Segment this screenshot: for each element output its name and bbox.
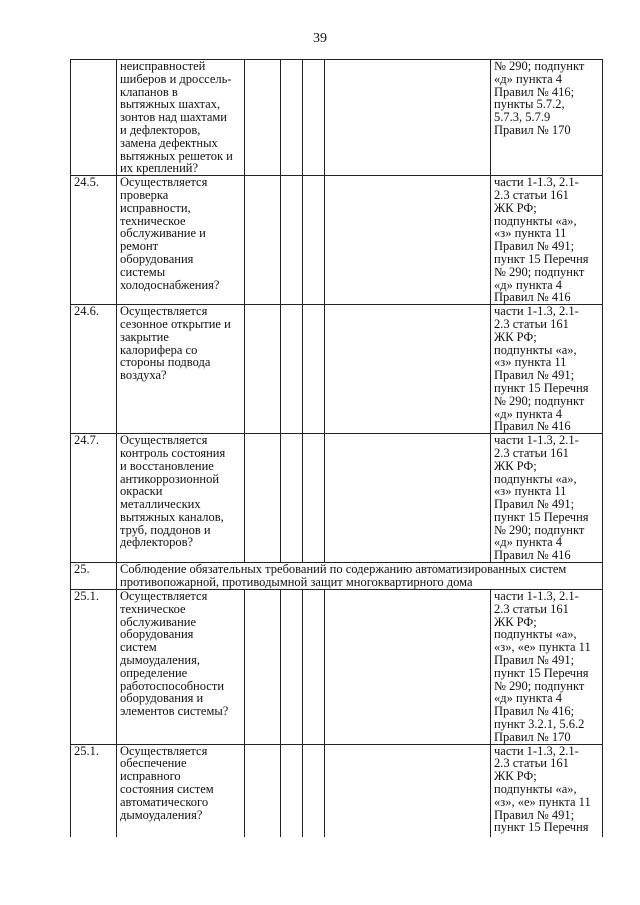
row-number: 25.1. [71,744,117,837]
table-row [71,590,603,745]
table-row [71,434,603,563]
requirement-cell: Осуществляется контроль состояния и восстановление антикоррозионной окраски металлических вытяжных каналов, труб, поддонов и дефлекторов? [117,434,245,563]
comment-cell [325,60,491,176]
answer-cell-yes [245,176,281,305]
answer-cell-yes [245,744,281,837]
answer-cell-no [281,744,303,837]
answer-cell-no [281,590,303,745]
references-cell: части 1-1.3, 2.1- 2.3 статьи 161 ЖК РФ; подпункты «а», «з», «е» пункта 11 Правил № 491; пункт 15 Перечня [491,744,603,837]
page-number: 39 [313,31,327,46]
answer-cell-no [281,434,303,563]
row-number [71,60,117,176]
answer-cell-yes [245,305,281,434]
requirement-cell: Осуществляется обеспечение исправного состояния систем автоматического дымоудаления? [117,744,245,837]
answer-cell-na [303,305,325,434]
section-row [71,563,603,590]
answer-cell-no [281,176,303,305]
answer-cell-yes [245,434,281,563]
references-cell: части 1-1.3, 2.1- 2.3 статьи 161 ЖК РФ; подпункты «а», «з» пункта 11 Правил № 491; пункт 15 Перечня № 290; подпункт «д» пункта 4 Правил № 416 [491,434,603,563]
comment-cell [325,434,491,563]
table-row [71,176,603,305]
answer-cell-na [303,744,325,837]
references-cell: № 290; подпункт «д» пункта 4 Правил № 416; пункты 5.7.2, 5.7.3, 5.7.9 Правил № 170 [491,60,603,176]
row-number: 24.6. [71,305,117,434]
checklist-table [70,59,603,837]
answer-cell-na [303,176,325,305]
comment-cell [325,176,491,305]
references-cell: части 1-1.3, 2.1- 2.3 статьи 161 ЖК РФ; подпункты «а», «з», «е» пункта 11 Правил № 491; пункт 15 Перечня № 290; подпункт «д» пункта 4 Правил № 416; пункт 3.2.1, 5.6.2 Правил № 170 [491,590,603,745]
comment-cell [325,305,491,434]
row-number: 24.7. [71,434,117,563]
answer-cell-na [303,60,325,176]
answer-cell-no [281,305,303,434]
row-number: 25.1. [71,590,117,745]
references-cell: части 1-1.3, 2.1- 2.3 статьи 161 ЖК РФ; подпункты «а», «з» пункта 11 Правил № 491; пункт 15 Перечня № 290; подпункт «д» пункта 4 Правил № 416 [491,305,603,434]
requirement-cell: Осуществляется проверка исправности, техническое обслуживание и ремонт оборудования системы холодоснабжения? [117,176,245,305]
section-title: Соблюдение обязательных требований по содержанию автоматизированных систем противопожарной, противодымной защит многоквартирного дома [117,563,603,590]
answer-cell-na [303,434,325,563]
requirement-cell: Осуществляется сезонное открытие и закрытие калорифера со стороны подвода воздуха? [117,305,245,434]
table-row [71,305,603,434]
answer-cell-yes [245,60,281,176]
row-number: 24.5. [71,176,117,305]
table-row [71,60,603,176]
table-row [71,744,603,837]
answer-cell-no [281,60,303,176]
answer-cell-na [303,590,325,745]
comment-cell [325,744,491,837]
references-cell: части 1-1.3, 2.1- 2.3 статьи 161 ЖК РФ; подпункты «а», «з» пункта 11 Правил № 491; пункт 15 Перечня № 290; подпункт «д» пункта 4 Правил № 416 [491,176,603,305]
comment-cell [325,590,491,745]
requirement-cell: Осуществляется техническое обслуживание оборудования систем дымоудаления, определение работоспособности оборудования и элементов системы? [117,590,245,745]
section-number: 25. [71,563,117,590]
answer-cell-yes [245,590,281,745]
requirement-cell: неисправностей шиберов и дроссель- клапанов в вытяжных шахтах, зонтов над шахтами и дефлекторов, замена дефектных вытяжных решеток и их креплений? [117,60,245,176]
